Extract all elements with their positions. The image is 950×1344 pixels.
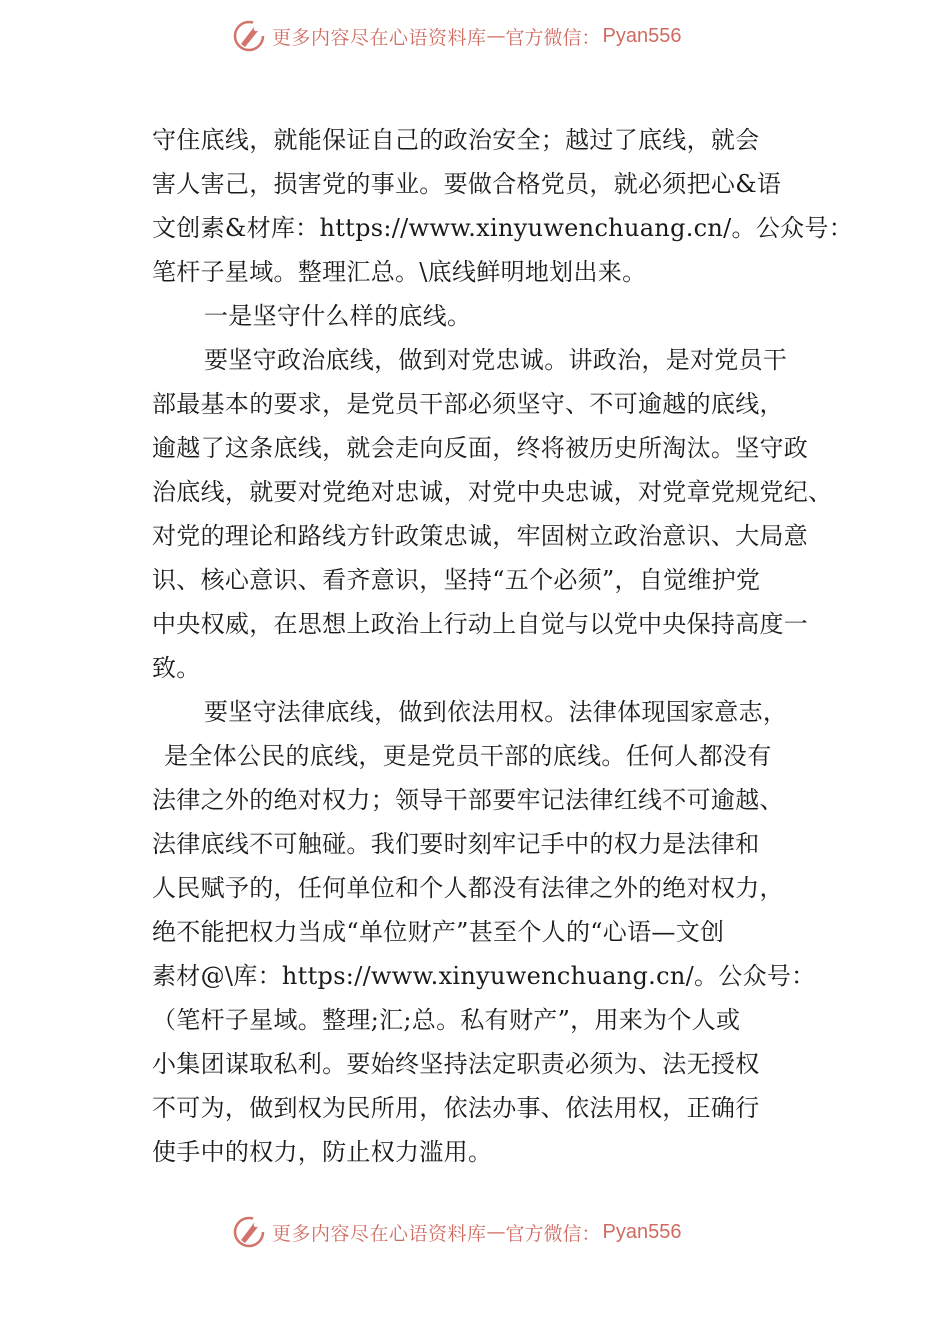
text-line: 识、核心意识、看齐意识，坚持“五个必须”，自觉维护党 xyxy=(152,566,761,594)
watermark-wechat-id: Pyan556 xyxy=(602,24,682,47)
text-line: 守住底线，就能保证自己的政治安全；越过了底线，就会 xyxy=(152,126,760,154)
pen-nib-logo-icon xyxy=(232,1215,266,1249)
watermark-label: 官方微信： xyxy=(505,1222,601,1245)
text-line: 要坚守政治底线，做到对党忠诚。讲政治，是对党员干 xyxy=(204,346,788,374)
text-line: 部最基本的要求，是党员干部必须坚守、不可逾越的底线， xyxy=(152,390,784,418)
text-line: （笔杆子星域。整理;汇;总。私有财产”，用来为个人或 xyxy=(152,1006,741,1034)
text-line: 人民赋予的，任何单位和个人都没有法律之外的绝对权力， xyxy=(152,874,784,902)
text-line: 治底线，就要对党绝对忠诚，对党中央忠诚，对党章党规党纪、 xyxy=(152,478,833,506)
header-watermark xyxy=(232,18,752,54)
text-line: 中央权威，在思想上政治上行动上自觉与以党中央保持高度一 xyxy=(152,610,809,638)
text-line: 害人害己，损害党的事业。要做合格党员，就必须把心&语 xyxy=(152,170,782,198)
text-line: 不可为，做到权为民所用，依法办事、依法用权，正确行 xyxy=(152,1094,760,1122)
watermark-main-text: 更多内容尽在心语资料库 xyxy=(272,1222,487,1245)
document-body xyxy=(152,118,854,1174)
footer-watermark xyxy=(232,1214,752,1250)
text-line: 素材@\库：https://www.xinyuwenchuang.cn/。公众号： xyxy=(152,962,816,990)
text-line: 笔杆子星域。整理汇总。\底线鲜明地划出来。 xyxy=(152,258,647,286)
text-line: 法律之外的绝对权力；领导干部要牢记法律红线不可逾越、 xyxy=(152,786,784,814)
text-line: 法律底线不可触碰。我们要时刻牢记手中的权力是法律和 xyxy=(152,830,760,858)
text-line: 对党的理论和路线方针政策忠诚，牢固树立政治意识、大局意 xyxy=(152,522,809,550)
watermark-main-text: 更多内容尽在心语资料库 xyxy=(272,26,487,49)
watermark-separator: — xyxy=(486,25,506,47)
text-line: 致。 xyxy=(152,654,201,682)
pen-nib-logo-icon xyxy=(232,19,266,53)
text-line: 是全体公民的底线，更是党员干部的底线。任何人都没有 xyxy=(164,742,772,770)
text-line: 绝不能把权力当成“单位财产”甚至个人的“心语—文创 xyxy=(152,918,725,946)
text-line: 要坚守法律底线，做到依法用权。法律体现国家意志， xyxy=(204,698,788,726)
section-heading: 一是坚守什么样的底线。 xyxy=(204,302,472,330)
watermark-separator: — xyxy=(486,1221,506,1243)
watermark-label: 官方微信： xyxy=(505,26,601,49)
text-line: 文创素&材库：https://www.xinyuwenchuang.cn/。公众号： xyxy=(152,214,854,242)
text-line: 逾越了这条底线，就会走向反面，终将被历史所淘汰。坚守政 xyxy=(152,434,809,462)
watermark-wechat-id: Pyan556 xyxy=(602,1220,682,1243)
text-line: 使手中的权力，防止权力滥用。 xyxy=(152,1138,493,1166)
text-line: 小集团谋取私利。要始终坚持法定职责必须为、法无授权 xyxy=(152,1050,760,1078)
